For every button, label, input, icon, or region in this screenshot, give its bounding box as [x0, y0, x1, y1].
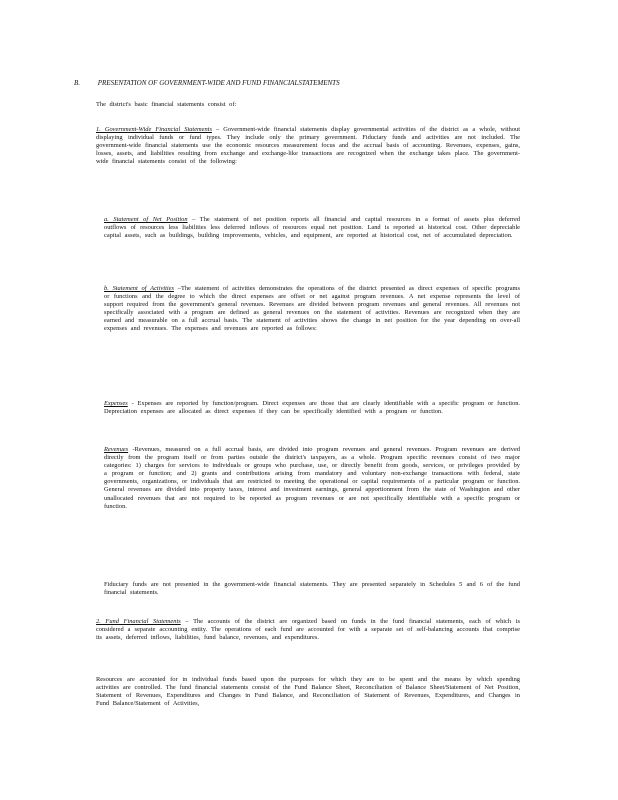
revenues-lead: Revenues	[104, 446, 129, 453]
intro-paragraph	[96, 101, 326, 109]
expenses-lead: Expenses	[104, 400, 128, 407]
intro-text: The district's basic financial statements consist of:	[96, 101, 237, 108]
gov-wide-paragraph	[96, 126, 520, 166]
net-position-paragraph	[104, 216, 520, 240]
section-heading	[74, 79, 554, 87]
activities-lead: b. Statement of Activities	[104, 285, 174, 292]
fund-fs-text: – The accounts of the district are organized based on funds in the fund financial statements, each of which is considered a separate accounting entity. The operations of each fund are accounted for with a separate set of self-balancing accounts that comprise its assets, deferred inflows, liabilities, fund balance, revenues, and expenditures.	[96, 618, 520, 642]
net-position-lead: a. Statement of Net Position	[104, 216, 188, 223]
section-title: PRESENTATION OF GOVERNMENT-WIDE AND FUND FINANCIALSTATEMENTS	[97, 79, 340, 87]
resources-paragraph	[96, 676, 520, 708]
activities-text: –The statement of activities demonstrates the operations of the district presented as direct expenses of specific programs or functions and the degree to which the direct expenses are offset or net against program revenues. A net expense represents the level of support required from the government's general revenues. Revenues are divided between program revenues and general revenues. All revenues not specifically associated with a program are defined as general revenues on the statement of activities. Revenues are recognized when they are earned and measurable on a full accrual basis. The statement of activities shows the change in net position for the year depending on over-all expenses and revenues. The expenses and revenues are reported as follows:	[104, 285, 520, 333]
expenses-text: - Expenses are reported by function/program. Direct expenses are those that are clearly identifiable with a specific program or function. Depreciation expenses are allocated as direct expenses if they can be specifically identified with a program or function.	[104, 400, 520, 416]
revenues-paragraph	[104, 446, 520, 511]
fiduciary-paragraph	[104, 581, 520, 597]
fund-fs-lead: 2. Fund Financial Statements	[96, 618, 181, 625]
fund-fs-paragraph	[96, 618, 520, 642]
resources-text: Resources are accounted for in individual funds based upon the purposes for which they are to be spent and the means by which spending activities are controlled. The fund financial statements consist of the Fund Balance Sheet, Reconciliation of Balance Sheet/Statement of Net Position, Statement of Revenues, Expenditures and Changes in Fund Balance, and Reconciliation of Statement of Revenues, Expenditures, and Changes in Fund Balance/Statement of Activities,	[96, 676, 520, 708]
section-letter: B.	[74, 79, 81, 87]
gov-wide-lead: 1. Government-Wide Financial Statements	[96, 126, 212, 133]
expenses-paragraph	[104, 400, 520, 416]
net-position-text: – The statement of net position reports all financial and capital resources in a format of assets plus deferred outflows of resources less liabilities less deferred inflows of resources equal net position. Land is reported at historical cost. Other depreciable capital assets, such as buildings, building improvements, vehicles, and equipment, are reported at historical cost, net of accumulated depreciation.	[104, 216, 520, 240]
activities-paragraph	[104, 285, 520, 334]
revenues-text: -Revenues, measured on a full accrual basis, are divided into program revenues and general revenues. Program revenues are derived directly from the program itself or from parties outside the district's taxpayers, as a whole. Program specific revenues consist of two major categories: 1) charges for services to individuals or groups who purchase, use, or directly benefit from goods, services, or privileges provided by a program or function; and 2) grants and contributions arising from mandatory and voluntary non-exchange transactions with federal, state governments, organizations, or individuals that are restricted to meeting the operational or capital requirements of a particular program or function. General revenues are divided into property taxes, interest and investment earnings, general apportionment from the state of Washington and other unallocated revenues that are not required to be reported as program revenues or are not specifically identifiable with a specific program or function.	[104, 446, 520, 510]
fiduciary-text: Fiduciary funds are not presented in the government-wide financial statements. They are presented separately in Schedules 5 and 6 of the fund financial statements.	[104, 581, 520, 597]
gov-wide-text: – Government-wide financial statements display governmental activities of the district as a whole, without displaying individual funds or fund types. They include only the primary government. Fiduciary funds and activities are not included. The government-wide financial statements use the economic resources measurement focus and the accrual basis of accounting. Revenues, expenses, gains, losses, assets, and liabilities resulting from exchange and exchange-like transactions are recognized when the exchange takes place. The government-wide financial statements consist of the following:	[96, 126, 520, 166]
